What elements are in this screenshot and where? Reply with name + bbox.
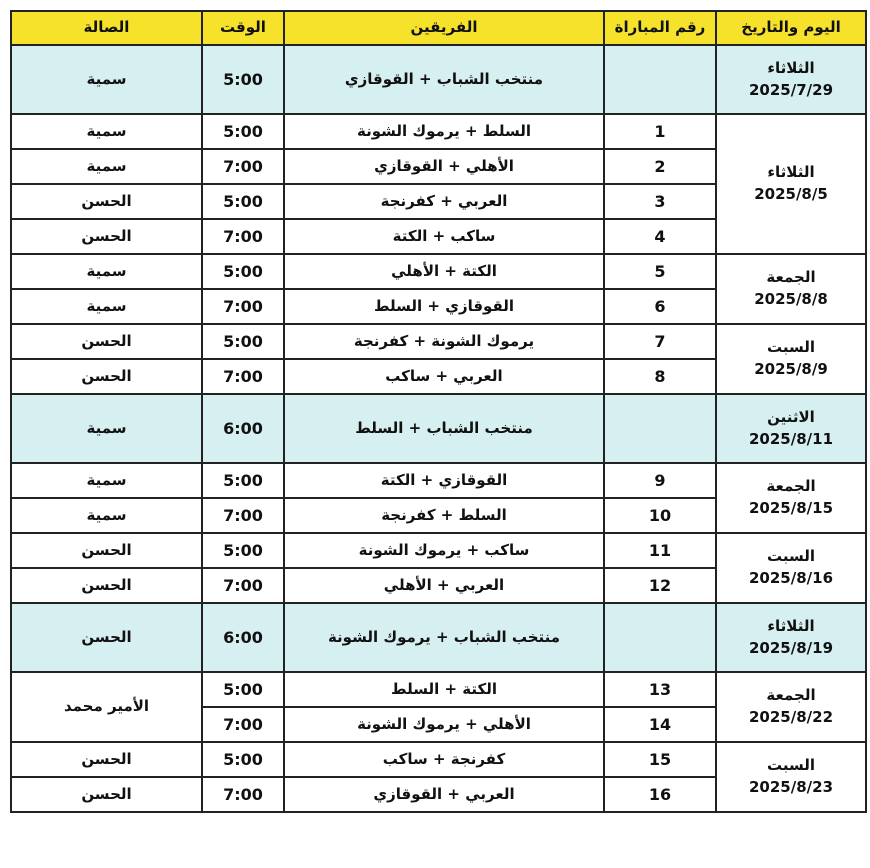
date-label: 2025/8/15 xyxy=(748,499,834,517)
time-cell: 7:00 xyxy=(202,149,284,184)
hall-cell: الحسن xyxy=(11,359,202,394)
time-cell: 7:00 xyxy=(202,219,284,254)
match-number: 9 xyxy=(604,463,716,498)
time-cell: 7:00 xyxy=(202,498,284,533)
date-cell xyxy=(716,254,866,324)
teams-cell: كفرنجة + ساكب xyxy=(284,742,604,777)
teams-cell: العربي + كفرنجة xyxy=(284,184,604,219)
day-label: الجمعة xyxy=(766,268,816,287)
date-label: 2025/8/8 xyxy=(754,290,828,308)
match-number: 12 xyxy=(604,568,716,603)
teams-cell: السلط + كفرنجة xyxy=(284,498,604,533)
time-cell: 5:00 xyxy=(202,742,284,777)
match-number: 15 xyxy=(604,742,716,777)
time-cell: 5:00 xyxy=(202,114,284,149)
date-cell xyxy=(716,394,866,463)
table-row xyxy=(11,603,866,672)
teams-cell: العربي + القوقازي xyxy=(284,777,604,812)
hall-cell: الحسن xyxy=(11,568,202,603)
match-number: 2 xyxy=(604,149,716,184)
date-cell xyxy=(716,603,866,672)
hall-cell: سمية xyxy=(11,498,202,533)
match-number: 11 xyxy=(604,533,716,568)
header-time: الوقت xyxy=(202,11,284,45)
hall-cell: سمية xyxy=(11,463,202,498)
table-row xyxy=(11,672,866,707)
teams-cell: القوقازي + الكتة xyxy=(284,463,604,498)
hall-cell: سمية xyxy=(11,289,202,324)
time-cell: 5:00 xyxy=(202,254,284,289)
teams-cell: ساكب + الكتة xyxy=(284,219,604,254)
match-number: 4 xyxy=(604,219,716,254)
day-label: الثلاثاء xyxy=(767,163,815,182)
date-cell xyxy=(716,742,866,812)
header-row xyxy=(11,11,866,45)
hall-cell: الحسن xyxy=(11,324,202,359)
table-row xyxy=(11,45,866,114)
time-cell: 7:00 xyxy=(202,707,284,742)
day-label: السبت xyxy=(766,547,816,566)
teams-cell: ساكب + يرموك الشونة xyxy=(284,533,604,568)
teams-cell: الأهلي + القوقازي xyxy=(284,149,604,184)
time-cell: 6:00 xyxy=(202,603,284,672)
day-label: الجمعة xyxy=(766,477,816,496)
table-row xyxy=(11,463,866,498)
day-label: الثلاثاء xyxy=(767,616,815,635)
day-label: الجمعة xyxy=(766,686,816,705)
table-row xyxy=(11,533,866,568)
date-label: 2025/8/23 xyxy=(748,778,834,796)
table-row xyxy=(11,114,866,149)
hall-cell: الحسن xyxy=(11,777,202,812)
match-number: 1 xyxy=(604,114,716,149)
date-label: 2025/8/16 xyxy=(748,569,834,587)
hall-cell: سمية xyxy=(11,114,202,149)
date-label: 2025/7/29 xyxy=(748,80,834,99)
match-number: 13 xyxy=(604,672,716,707)
time-cell: 7:00 xyxy=(202,777,284,812)
date-label: 2025/8/5 xyxy=(754,185,828,203)
date-label: 2025/8/19 xyxy=(748,638,834,657)
time-cell: 5:00 xyxy=(202,533,284,568)
time-cell: 5:00 xyxy=(202,45,284,114)
match-number: 14 xyxy=(604,707,716,742)
teams-cell: الأهلي + يرموك الشونة xyxy=(284,707,604,742)
match-number xyxy=(604,394,716,463)
match-number xyxy=(604,603,716,672)
teams-cell: السلط + يرموك الشونة xyxy=(284,114,604,149)
teams-cell: يرموك الشونة + كفرنجة xyxy=(284,324,604,359)
match-number xyxy=(604,45,716,114)
date-label: 2025/8/9 xyxy=(754,360,828,378)
time-cell: 7:00 xyxy=(202,359,284,394)
hall-cell: الأمير محمد xyxy=(11,672,202,742)
table-row xyxy=(11,742,866,777)
time-cell: 5:00 xyxy=(202,324,284,359)
day-label: الثلاثاء xyxy=(767,58,815,77)
teams-cell: منتخب الشباب + القوقازي xyxy=(284,45,604,114)
day-label: الاثنين xyxy=(767,407,815,426)
header-teams: الفريقين xyxy=(284,11,604,45)
time-cell: 7:00 xyxy=(202,568,284,603)
date-cell xyxy=(716,324,866,394)
hall-cell: الحسن xyxy=(11,742,202,777)
match-schedule-table xyxy=(10,10,867,813)
teams-cell: منتخب الشباب + السلط xyxy=(284,394,604,463)
date-label: 2025/8/11 xyxy=(748,429,834,448)
time-cell: 6:00 xyxy=(202,394,284,463)
header-hall: الصالة xyxy=(11,11,202,45)
teams-cell: منتخب الشباب + يرموك الشونة xyxy=(284,603,604,672)
match-number: 10 xyxy=(604,498,716,533)
date-cell xyxy=(716,45,866,114)
hall-cell: سمية xyxy=(11,394,202,463)
date-cell xyxy=(716,672,866,742)
table-row xyxy=(11,324,866,359)
day-label: السبت xyxy=(766,338,816,357)
table-row xyxy=(11,394,866,463)
hall-cell: سمية xyxy=(11,254,202,289)
time-cell: 5:00 xyxy=(202,672,284,707)
date-cell xyxy=(716,114,866,254)
teams-cell: القوقازي + السلط xyxy=(284,289,604,324)
teams-cell: العربي + الأهلي xyxy=(284,568,604,603)
header-match-number: رقم المباراة xyxy=(604,11,716,45)
match-number: 3 xyxy=(604,184,716,219)
match-number: 8 xyxy=(604,359,716,394)
day-label: السبت xyxy=(766,756,816,775)
teams-cell: الكتة + السلط xyxy=(284,672,604,707)
time-cell: 7:00 xyxy=(202,289,284,324)
teams-cell: الكتة + الأهلي xyxy=(284,254,604,289)
date-cell xyxy=(716,463,866,533)
hall-cell: الحسن xyxy=(11,603,202,672)
match-number: 5 xyxy=(604,254,716,289)
time-cell: 5:00 xyxy=(202,463,284,498)
hall-cell: سمية xyxy=(11,45,202,114)
teams-cell: العربي + ساكب xyxy=(284,359,604,394)
hall-cell: الحسن xyxy=(11,533,202,568)
hall-cell: الحسن xyxy=(11,219,202,254)
header-date: اليوم والتاريخ xyxy=(716,11,866,45)
match-number: 7 xyxy=(604,324,716,359)
match-number: 16 xyxy=(604,777,716,812)
hall-cell: الحسن xyxy=(11,184,202,219)
date-cell xyxy=(716,533,866,603)
time-cell: 5:00 xyxy=(202,184,284,219)
hall-cell: سمية xyxy=(11,149,202,184)
schedule-sheet xyxy=(10,10,867,813)
match-number: 6 xyxy=(604,289,716,324)
date-label: 2025/8/22 xyxy=(748,708,834,726)
table-row xyxy=(11,254,866,289)
